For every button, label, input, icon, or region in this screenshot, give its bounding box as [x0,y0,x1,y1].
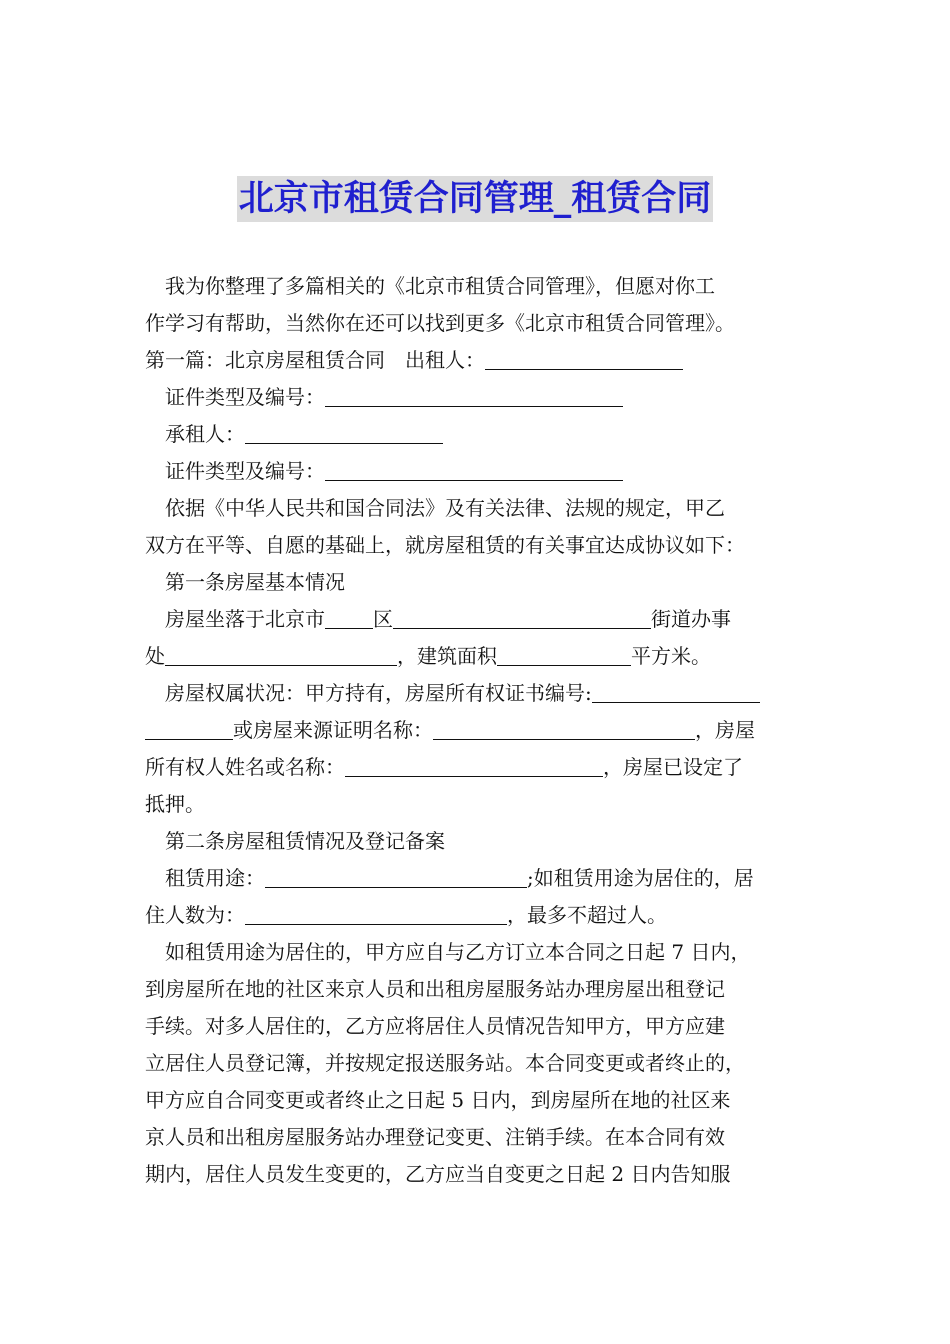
paragraph-line [145,712,810,749]
paragraph-line [145,601,810,638]
title-text: 北京市租赁合同管理_租赁合同 [237,176,714,222]
paragraph-line: 到房屋所在地的社区来京人员和出租房屋服务站办理房屋出租登记 [145,977,725,1001]
street-label: 街道办事 [651,607,731,631]
occupants-suffix: ，最多不超过人。 [507,903,667,927]
certificate-blank[interactable] [592,680,760,703]
paragraph-line: 双方在平等、自愿的基础上，就房屋租赁的有关事宜达成协议如下： [145,533,745,557]
lessee-id-blank[interactable] [325,458,623,481]
occupants-blank[interactable] [245,902,507,925]
lessor-label: 第一篇：北京房屋租赁合同 出租人： [145,348,485,372]
paragraph-line [145,379,810,416]
paragraph-line: 手续。对多人居住的，乙方应将居住人员情况告知甲方，甲方应建 [145,1014,725,1038]
source-blank[interactable] [433,717,695,740]
lessor-blank[interactable] [485,347,683,370]
occupants-label: 住人数为： [145,903,245,927]
paragraph-line [145,749,810,786]
paragraph-line: 立居住人员登记簿，并按规定报送服务站。本合同变更或者终止的， [145,1051,745,1075]
office-label: 处 [145,644,165,668]
mortgage-label: ，房屋已设定了 [603,755,743,779]
district-label: 区 [373,607,393,631]
certificate-blank-cont[interactable] [145,717,233,740]
street-blank[interactable] [393,606,651,629]
paragraph-line [145,638,810,675]
paragraph-line: 依据《中华人民共和国合同法》及有关法律、法规的规定，甲乙 [165,496,725,520]
lessee-blank[interactable] [245,421,443,444]
area-label: ，建筑面积 [397,644,497,668]
lessor-id-label: 证件类型及编号： [165,385,325,409]
owner-prefix: ，房屋 [695,718,755,742]
paragraph-line: 京人员和出租房屋服务站办理登记变更、注销手续。在本合同有效 [145,1125,725,1149]
paragraph-line: 作学习有帮助，当然你在还可以找到更多《北京市租赁合同管理》。 [145,311,735,335]
source-label: 或房屋来源证明名称： [233,718,433,742]
paragraph-line [145,416,810,453]
paragraph-line [145,453,810,490]
section-heading: 第二条房屋租赁情况及登记备案 [165,829,445,853]
document-title [0,176,950,222]
purpose-label: 租赁用途： [165,866,265,890]
paragraph-line: 甲方应自合同变更或者终止之日起 5 日内，到房屋所在地的社区来 [145,1088,731,1112]
paragraph-line [145,860,810,897]
lessee-id-label: 证件类型及编号： [165,459,325,483]
area-unit: 平方米。 [631,644,711,668]
paragraph-line [145,675,810,712]
lessor-id-blank[interactable] [325,384,623,407]
paragraph-line [145,342,810,379]
area-blank[interactable] [497,643,631,666]
paragraph-line: 抵押。 [145,792,205,816]
office-blank[interactable] [165,643,397,666]
address-label: 房屋坐落于北京市 [165,607,325,631]
lessee-label: 承租人： [165,422,245,446]
paragraph-line [145,897,810,934]
paragraph-line: 期内，居住人员发生变更的，乙方应当自变更之日起 2 日内告知服 [145,1162,731,1186]
paragraph-line: 如租赁用途为居住的，甲方应自与乙方订立本合同之日起 7 日内， [165,940,751,964]
section-heading: 第一条房屋基本情况 [165,570,345,594]
document-body [145,268,810,1193]
owner-label: 所有权人姓名或名称： [145,755,345,779]
owner-blank[interactable] [345,754,603,777]
purpose-suffix: ;如租赁用途为居住的，居 [527,866,754,890]
district-blank[interactable] [325,606,373,629]
paragraph-line: 我为你整理了多篇相关的《北京市租赁合同管理》，但愿对你工 [165,274,715,298]
certificate-label: 房屋权属状况：甲方持有，房屋所有权证书编号: [165,681,592,705]
purpose-blank[interactable] [265,865,527,888]
